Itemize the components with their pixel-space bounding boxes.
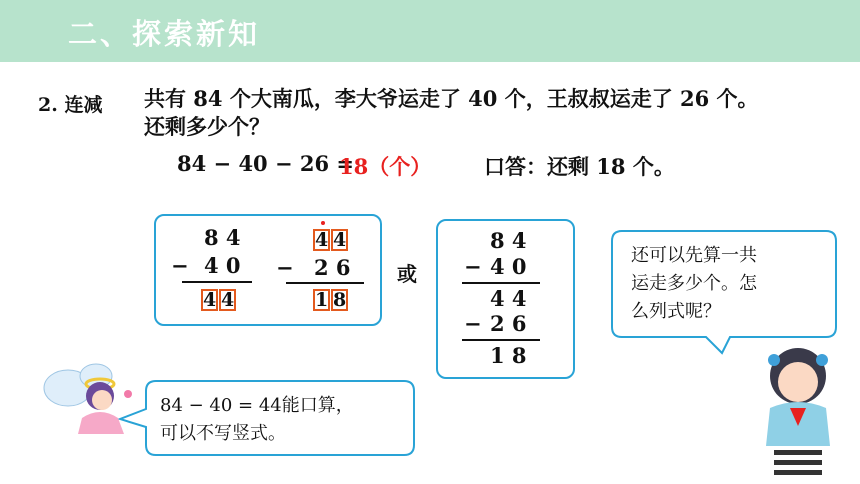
m1-c2-top-ones: 4 [333, 229, 347, 251]
equation-expression: 84 − 40 − 26 = [177, 151, 355, 176]
m1-c1-result-ones: 4 [221, 289, 235, 311]
girl-illustration [758, 346, 838, 482]
borrow-dot [321, 221, 325, 225]
m1-c2-top-tens: 4 [315, 229, 329, 251]
bubble-left-line2: 可以不写竖式。 [160, 423, 286, 444]
m2-top: 8 4 [490, 228, 527, 253]
method1-box [154, 214, 382, 326]
m1-c2-sub: 2 6 [314, 255, 351, 280]
m2-sub2: 2 6 [490, 311, 527, 336]
or-label: 或 [397, 262, 417, 286]
m1-c1-top: 8 4 [204, 225, 241, 250]
bubble-left-line1: 84 − 40 = 44能口算， [160, 395, 354, 416]
m2-sub1: 4 0 [490, 254, 527, 279]
bubble-right-line2: 运走多少个。怎 [631, 273, 757, 294]
m2-rule1 [462, 282, 540, 284]
equation-answer: 18（个） [339, 154, 432, 179]
m1-c1-rule [182, 281, 252, 283]
bubble-right-line1: 还可以先算一共 [631, 245, 757, 266]
m1-c1-result-tens: 4 [203, 289, 217, 311]
section-title: 二、探索新知 [68, 17, 261, 51]
m1-c1-minus: − [171, 253, 189, 278]
oral-answer: 口答：还剩 18 个。 [484, 154, 675, 179]
m2-mid: 4 4 [490, 286, 527, 311]
m1-c2-rule [286, 282, 364, 284]
m1-c2-result-ones: 8 [333, 289, 347, 311]
m1-c2-result-tens: 1 [315, 289, 329, 311]
fairy-illustration [38, 348, 144, 444]
m2-rule2 [462, 339, 540, 341]
problem-text-line1: 共有 84 个大南瓜，李大爷运走了 40 个，王叔叔运走了 26 个。 [144, 86, 759, 111]
problem-label: 2. 连减 [38, 94, 103, 116]
bubble-right-line3: 么列式呢？ [631, 301, 721, 322]
header-bar [0, 0, 860, 62]
m2-minus2: − [464, 311, 482, 336]
m1-c1-sub: 4 0 [204, 253, 241, 278]
m1-c2-minus: − [276, 255, 294, 280]
problem-text-line2: 还剩多少个？ [144, 114, 270, 139]
m2-minus1: − [464, 254, 482, 279]
m2-result: 1 8 [490, 343, 527, 368]
method2-box [436, 219, 575, 379]
